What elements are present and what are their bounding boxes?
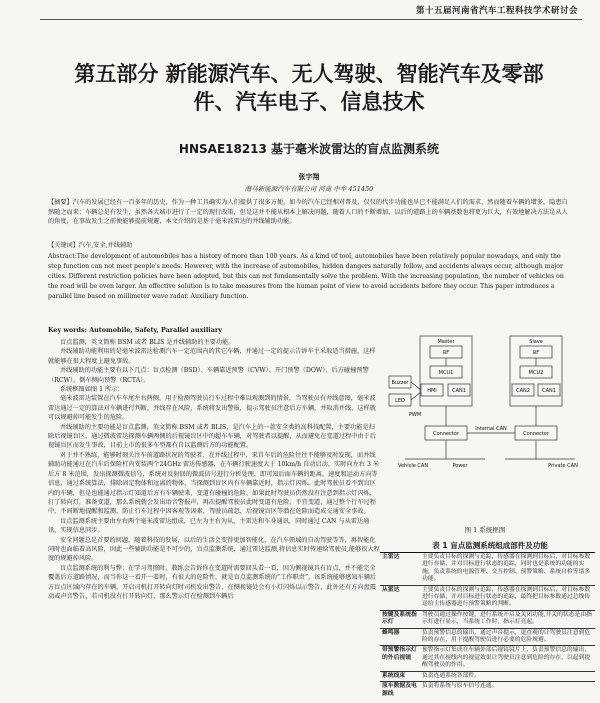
table-cell-name: 主雷达 — [380, 553, 420, 586]
part-title — [40, 60, 578, 116]
table-cell-name: 从雷达 — [380, 585, 420, 610]
abstract-en: Abstract:The development of automobiles has a history of more than 100 years. As a kind of tool, automobiles have been relatively popular nowadays, and only the step function can not meet people's needs. However, with the increase of automobiles, hidden dangers naturally follow, and accidents always occur, although major cities. Different restriction policies have been adopted, but this can not fundamentally solve the problem. With the increasing population, the number of vehicles on the road will be even larger. An effective solution is to take measures from the human point of view to avoid accidents before they occur. This paper introduces a parallel line based on millimeter wave radar. Auxiliary function. — [48, 253, 564, 300]
table-cell-name: 原车数据及电源线 — [380, 682, 420, 699]
header-rule — [40, 19, 582, 20]
table-row — [380, 610, 595, 628]
table-row — [380, 585, 595, 610]
affiliation: 海马新能源汽车有限公司 河南 中牟 451450 — [244, 185, 374, 193]
body-column — [48, 338, 380, 601]
body-paragraph: 盲点监测，英文简称 BSM 或者 BLIS 是并线辅助的主要功能。 — [60, 339, 235, 346]
master-mcu-label: MCU1 — [438, 370, 454, 376]
table-cell-desc: 负责将系统与原车信号连通。 — [420, 682, 595, 699]
table-cell-desc: 预警指示灯集成在车辆外部后视镜镜片上，负责预警信息的输出，通过其在视线内的视觉效果让驾驶员注意到危险的存在，以起到提醒驾驶员的作用。 — [420, 646, 595, 671]
power-label: Power — [452, 463, 468, 469]
body-paragraph: 毫米波雷达装置在汽车车尾左右两侧，用于检测驾驶员行车过程中难以观测到的情景，当驾驶员有并线意图，毫米波雷达通过一定的算法对车辆进行判断，并线存在风险，系统将发出警报，提示驾驶员注意后方车辆，并取消并线，这样就可以规避掉可能发生的危险。 — [48, 395, 376, 422]
slave-connector-label: Connector — [523, 431, 549, 437]
keywords-cn: 【关键词】汽车,安全,并线辅助 — [48, 242, 133, 249]
table-cell-desc: 负责预警信息的输出，通过声音提示，更直观的让驾驶员注意到危险的存在，用于提醒驾驶员进行必要的危险规避。 — [420, 628, 595, 646]
internal-can-label: Internal CAN — [475, 426, 507, 432]
body-paragraph: 对于并不熟练，能够时刻关注车前道路状况的驾驶者，在并线过程中，来自车后的危险往往不能够及时发现，而并线辅助功能通过在汽车后保险杠内安装两个24GHz 雷达传感器，在车辆行驶速度大于 10km/h 自动启动，实时向左右 3 米后方 8 米范围，发出探测微波信号，系统对反射回的微波信号进行分析处理，即可知后面车辆的距离、速度和运动方向等信息，通过系统算法，排除固定物体和远离的物体，当探测到盲区内有车辆靠近时，指示灯闪烁，此时驾驶员看不到盲区内的车辆，但是也能通过指示灯知道后方有车辆驶来，变道有碰撞的危险，如果此时驾驶员仍然没有注意到指示灯闪烁，打了转向灯，准备变道，那么系统就会发出语音警报声，再次提醒驾驶员此时变道有危险，不宜变道，通过整个行车过程中，不间断地提醒和监测，防止行车过程中因客观等因素，驾驶员疏忽，后视镜盲区等潜在危险而造成交通安全事故。 — [48, 451, 380, 516]
system-block-diagram — [385, 334, 585, 520]
master-hmi-label: HMI — [427, 388, 437, 394]
table-cell-desc: 主要负责目标的探测与追踪，传感器在探测到目标后，对目标参数进行存储，并对目标进行状态的追踪，最终把目标参数通过总线传送给主传感器进行预警策略的判断。 — [420, 585, 595, 610]
slave-can1-label: CAN1 — [542, 388, 556, 394]
running-head: 第十五届河南省汽车工程科技学术研讨会 — [415, 6, 578, 16]
table-caption: 表 1 盲点监测系统组成部件及功能 — [432, 541, 548, 550]
master-label: Master — [437, 339, 455, 345]
buzzer-label: Buzzer — [391, 380, 409, 386]
table-cell-name: 蜂鸣器 — [380, 628, 420, 646]
slave-can2-label: CAN2 — [516, 388, 530, 394]
body-paragraph: 系统框图如图 1 所示： — [60, 386, 124, 394]
table-cell-desc: 主要负责目标的探测与追踪，传感器在探测到目标后，对目标参数进行存储，并对目标进行状态的追踪，同时也是系统的功能的实施，负责系统的电源管理、交互控制、预警策略、系统自检等诸多功能。 — [420, 553, 595, 586]
table-cell-name: 按键及系统指示灯 — [380, 610, 420, 628]
private-can-label: Private CAN — [548, 463, 578, 469]
abstract-cn: 【摘要】汽车的发展已经有一百多年的历史，作为一种工具确实为人们提供了很多方便，如今的汽车已经相对普及，仅仅的代步功能也早已不能满足人们的需求，然而随着车辆的增多，隐患自然随之而来；车辆总是有发生，虽然各大城市进行了一定的现行改策，但是这并不能从根本上解决问题，随着人口的不断增加，以后的道路上的车辆基数也将更为巨大，有效地解决方法是从人的角度，在事故发生之前便能够提前规避，本文介绍的是基于毫米波雷达的并线辅助功能。 — [48, 199, 568, 226]
pwm-label: PWM — [408, 412, 422, 418]
table-cell-name: 系统线束 — [380, 671, 420, 681]
body-paragraph: 并线辅助功能利用的是毫米波雷达检测汽车一定范围内的其它车辆，并通过一定的提示告诉车主采取适当措施，这样就能够在很大程度上避免事故。 — [48, 348, 376, 365]
table-row — [380, 682, 595, 699]
author: 张宇翔 — [298, 172, 320, 181]
body-paragraph: 盲点监测系统主要由左右两个毫米波雷达组成，已左为主右为从，主雷达和车身通讯，同时通过 CAN 与从雷达通讯，实现信息同步。 — [48, 517, 370, 535]
table-cell-desc: 驾驶员通过操作按键，进行系统开启及关闭功能,开关的状态是由指示灯进行显示，当系统工作时，指示灯亮起。 — [420, 610, 595, 628]
body-paragraph: 并线辅助的功能主要有以下几点：盲点检测（BSD）、车辆靠近预警（CVW）、开门预警（DOW）、后方碰撞预警（RCW）、倒车侧向预警（RCTA）。 — [48, 367, 369, 384]
table-cell-desc: 负责连通系统各部件。 — [420, 671, 595, 681]
table-row — [380, 646, 595, 671]
table-cell-name: 带预警指示灯的外后视镜 — [380, 646, 420, 671]
vehicle-can-label: Vehicle CAN — [397, 463, 429, 469]
master-rf-label: RF — [442, 350, 450, 356]
body-paragraph: 盲点监测系统的利与弊：在学习驾照时，教练会告诉你在变道时需要回头看一看，因为侧视镜具有盲点，并不能完全覆盖后方道路情况，而当你这一看开一看时，有很大的危险性，就是盲点监测系统的“工作职责”，该系统能够感知车辆后方盲点区域内存在的车辆，开启司机打开转向灯时司机发出警告，在侧视镜处会有小灯闪烁以示警告，此外还有方向盘震动或声音警告，若司机没有打开转向灯，那么警示灯在检测到车辆后 — [48, 564, 377, 600]
paper-title: HNSAE18213 基于毫米波雷达的盲点监测系统 — [178, 142, 440, 156]
master-connector-label: Connector — [433, 431, 459, 437]
table-row — [380, 628, 595, 646]
master-can1-label: CAN1 — [452, 388, 466, 394]
table-row — [380, 671, 595, 681]
components-table — [380, 552, 595, 699]
body-paragraph: 并线辅助的主要功能是盲点监测，英文简称 BSM 或者 BLIS，是汽车上的一款安全类的高科技配置，主要功能是扫除后视镜盲区，通过微波雷达探测车辆两侧的后视镜盲区中的超车车辆，对驾驶者以提醒，从而避免在变道过程中由于后视镜盲区而发生事故，目前上市的很多车型都有自以监测后方的功能配置。 — [48, 423, 376, 450]
slave-rf-label: RF — [532, 350, 540, 356]
part-title-line1: 第五部分 新能源汽车、无人驾驶、智能汽车及零部 — [74, 62, 544, 86]
keywords-en: Key words: Automobile, Safety, Parallel auxiliary — [48, 326, 222, 334]
body-paragraph: 安全问题总是首要的问题，随着科技的发展，以后的生活会变得更加智能化，在汽车领域的自动驾驶等等，再智能化同时也面临着高风险，因此一些辅助功能是不可少的，盲点监测系统，通过雷达监测,将信息实时传递给驾驶员,能够很大程度的规避掉风险。 — [48, 536, 380, 563]
slave-mcu-label: MCU2 — [528, 370, 544, 376]
led-label: LED — [395, 398, 405, 404]
slave-label: Slave — [529, 339, 543, 345]
table-row — [380, 553, 595, 586]
part-title-line2: 件、汽车电子、信息技术 — [193, 90, 425, 114]
figure-caption: 图 1 系统框图 — [464, 526, 506, 534]
